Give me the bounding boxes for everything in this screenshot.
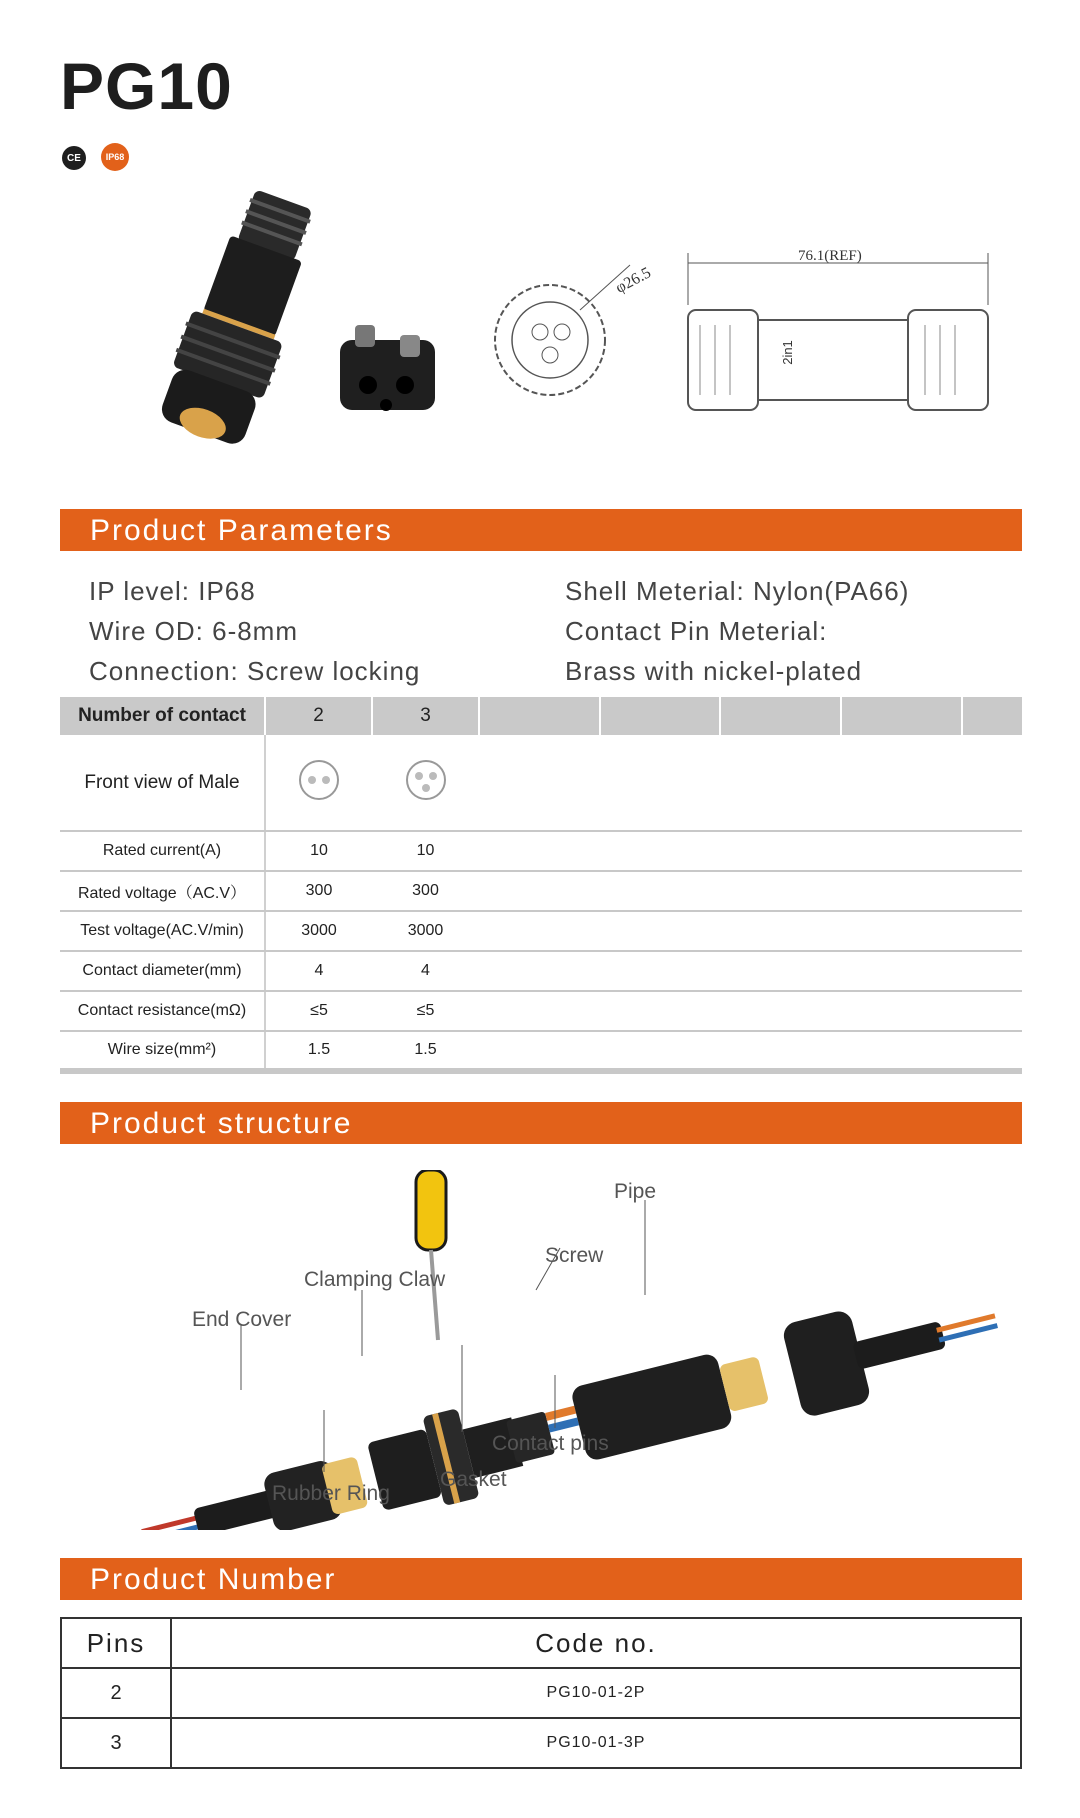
spec-header-empty xyxy=(962,697,1022,735)
page-title: PG10 xyxy=(60,49,233,123)
spec-header-row xyxy=(60,697,1022,735)
spec-row-label: Rated current(A) xyxy=(60,831,265,871)
param-wire-od: Wire OD: 6-8mm xyxy=(89,616,298,646)
side-view-drawing xyxy=(680,245,1000,425)
spec-header-empty xyxy=(479,697,600,735)
spec-header-empty xyxy=(720,697,841,735)
spec-value: 10 xyxy=(265,831,372,871)
pn-pins: 2 xyxy=(61,1668,171,1718)
table-row xyxy=(60,735,1022,831)
table-row xyxy=(60,991,1022,1031)
spec-value: ≤5 xyxy=(372,991,479,1031)
param-pin-plating: Brass with nickel-plated xyxy=(565,656,863,686)
section-number xyxy=(60,1558,1022,1600)
section-number-title: Product Number xyxy=(90,1563,337,1596)
label-clamping-claw: Clamping Claw xyxy=(304,1268,446,1291)
label-end-cover: End Cover xyxy=(192,1308,292,1331)
section-structure xyxy=(60,1102,1022,1144)
spec-value: ≤5 xyxy=(265,991,372,1031)
spec-table xyxy=(60,697,1022,1074)
spec-empty-cell xyxy=(479,735,1022,831)
ce-badge-icon: CE xyxy=(62,146,86,170)
label-contact-pins: Contact pins xyxy=(492,1432,609,1455)
param-pin-material: Contact Pin Meterial: xyxy=(565,616,828,646)
label-pipe: Pipe xyxy=(614,1180,657,1203)
label-2in1: 2in1 xyxy=(779,340,795,365)
spec-value: 4 xyxy=(265,951,372,991)
pn-header-pins: Pins xyxy=(61,1618,171,1668)
spec-row-label: Front view of Male xyxy=(60,735,265,831)
connector-photo xyxy=(130,180,340,460)
diameter-label: φ26.5 xyxy=(612,264,654,297)
param-shell-material: Shell Meterial: Nylon(PA66) xyxy=(565,576,910,606)
front-view-3pin-icon xyxy=(372,735,479,831)
table-row xyxy=(60,911,1022,951)
contact-insert-photo xyxy=(330,310,450,420)
spec-header-contact-2: 2 xyxy=(265,697,372,735)
spec-row-label: Contact resistance(mΩ) xyxy=(60,991,265,1031)
table-row xyxy=(60,1031,1022,1071)
exploded-view-diagram xyxy=(90,1170,1010,1530)
spec-value: 1.5 xyxy=(265,1031,372,1071)
spec-empty-cell xyxy=(479,951,1022,991)
param-connection: Connection: Screw locking xyxy=(89,656,421,686)
spec-header-label: Number of contact xyxy=(60,697,265,735)
spec-header-empty xyxy=(841,697,962,735)
table-row xyxy=(60,831,1022,871)
spec-value: 300 xyxy=(265,871,372,911)
param-ip-level: IP level: IP68 xyxy=(89,576,256,606)
pn-header-code: Code no. xyxy=(171,1618,1021,1668)
spec-header-empty xyxy=(600,697,721,735)
spec-value: 4 xyxy=(372,951,479,991)
spec-value: 1.5 xyxy=(372,1031,479,1071)
spec-row-label: Wire size(mm²) xyxy=(60,1031,265,1071)
pn-header-row xyxy=(61,1618,1021,1668)
label-rubber-ring: Rubber Ring xyxy=(272,1482,390,1505)
spec-row-label: Contact diameter(mm) xyxy=(60,951,265,991)
table-row xyxy=(61,1718,1021,1768)
table-row xyxy=(60,951,1022,991)
section-structure-title: Product structure xyxy=(90,1107,353,1140)
spec-row-label: Test voltage(AC.V/min) xyxy=(60,911,265,951)
pn-pins: 3 xyxy=(61,1718,171,1768)
length-label: 76.1(REF) xyxy=(798,248,862,264)
front-view-2pin-icon xyxy=(265,735,372,831)
spec-empty-cell xyxy=(479,911,1022,951)
spec-value: 3000 xyxy=(265,911,372,951)
spec-empty-cell xyxy=(479,991,1022,1031)
label-screw: Screw xyxy=(545,1244,604,1267)
spec-row-label: Rated voltage（AC.V） xyxy=(60,871,265,911)
section-parameters xyxy=(60,509,1022,551)
spec-empty-cell xyxy=(479,871,1022,911)
pn-code: PG10-01-3P xyxy=(171,1718,1021,1768)
spec-empty-cell xyxy=(479,831,1022,871)
product-number-table xyxy=(60,1617,1022,1769)
label-gasket: Gasket xyxy=(440,1468,507,1491)
table-row xyxy=(60,871,1022,911)
section-parameters-title: Product Parameters xyxy=(90,514,393,547)
spec-value: 3000 xyxy=(372,911,479,951)
ip68-badge-icon: IP68 xyxy=(101,143,129,171)
spec-header-contact-3: 3 xyxy=(372,697,479,735)
spec-value: 300 xyxy=(372,871,479,911)
pn-code: PG10-01-2P xyxy=(171,1668,1021,1718)
spec-value: 10 xyxy=(372,831,479,871)
spec-empty-cell xyxy=(479,1031,1022,1071)
table-row xyxy=(61,1668,1021,1718)
